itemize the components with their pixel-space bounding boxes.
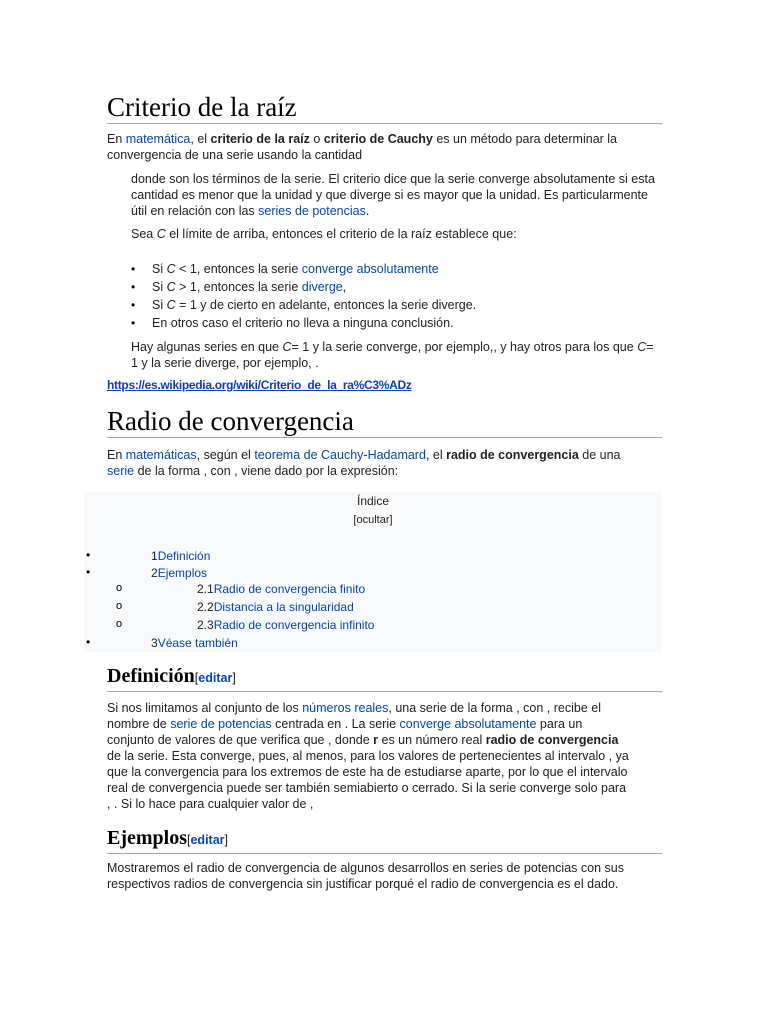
section-title-radio: Radio de convergencia bbox=[107, 406, 662, 438]
list-item: • Si C < 1, entonces la serie converge absolutamente bbox=[107, 260, 662, 278]
toc-toggle bbox=[84, 514, 662, 526]
link-numeros-reales[interactable]: números reales bbox=[302, 701, 389, 715]
link-series-de-potencias[interactable]: series de potencias bbox=[258, 204, 366, 218]
toc-item-vease[interactable]: 3Véase también bbox=[151, 636, 238, 650]
toc-bullet-icon: • bbox=[86, 635, 91, 649]
criterio-bullet-list bbox=[107, 260, 662, 332]
toc-bullet-icon: • bbox=[86, 548, 91, 562]
list-item: • Si C > 1, entonces la serie diverge, bbox=[107, 278, 662, 296]
link-serie-de-potencias[interactable]: serie de potencias bbox=[170, 717, 272, 731]
criterio-hay: Hay algunas series en que C= 1 y la serie converge, por ejemplo,, y hay otros para los que C= 1 y la serie diverge, por ejemplo, . bbox=[131, 340, 654, 370]
edit-link-definicion: [editar] bbox=[194, 671, 236, 685]
toc-item-ejemplos[interactable]: 2Ejemplos bbox=[151, 566, 208, 580]
toc-bullet-icon: • bbox=[86, 565, 91, 579]
link-serie[interactable]: serie bbox=[107, 464, 135, 478]
definicion-paragraph: Si nos limitamos al conjunto de los números reales, una serie de la forma , con , recibe el nombre de serie de potencias centrada en . La serie converge absolutamente para un conjunto de valores de que verifica que , donde r es un número real radio de convergencia de la serie. Esta converge, pues, al menos, para los valores de pertenecientes al intervalo , ya que la convergencia para los extremos de este ha de estudiarse aparte, por lo que el intervalo real de convergencia puede ser también semiabierto o cerrado. Si la serie converge solo para , . Si lo hace para cualquier valor de , bbox=[107, 701, 629, 811]
list-item: • En otros caso el criterio no lleva a ninguna conclusión. bbox=[107, 314, 662, 332]
radio-intro: En matemáticas, según el teorema de Cauchy-Hadamard, el radio de convergencia de una serie de la forma , con , viene dado por la expresión: bbox=[107, 448, 621, 478]
link-converge-absolutamente-2[interactable]: converge absolutamente bbox=[399, 717, 537, 731]
section-title-ejemplos: Ejemplos[editar] bbox=[107, 826, 662, 854]
section-title-definicion: Definición[editar] bbox=[107, 664, 662, 692]
link-matematica[interactable]: matemática bbox=[125, 132, 191, 146]
edit-link-ejemplos: [editar] bbox=[187, 833, 229, 847]
link-converge-absolutamente[interactable]: converge absolutamente bbox=[301, 262, 439, 276]
toc-circle-icon: o bbox=[116, 618, 123, 630]
list-item: • Si C = 1 y de cierto en adelante, entonces la serie diverge. bbox=[107, 296, 662, 314]
toc-item-definicion[interactable]: 1Definición bbox=[151, 549, 211, 563]
toc-circle-icon: o bbox=[116, 582, 123, 594]
toc-item-radio-infinito[interactable]: 2.3Radio de convergencia infinito bbox=[197, 618, 375, 632]
toc-item-radio-finito[interactable]: 2.1Radio de convergencia finito bbox=[197, 582, 366, 596]
source-url-link[interactable]: https://es.wikipedia.org/wiki/Criterio_de_la_ra%C3%ADz bbox=[107, 378, 412, 392]
criterio-intro: En matemática, el criterio de la raíz o criterio de Cauchy es un método para determinar la convergencia de una serie usando la cantidad bbox=[107, 132, 618, 162]
toc-item-distancia[interactable]: 2.2Distancia a la singularidad bbox=[197, 600, 354, 614]
criterio-sea: Sea C el límite de arriba, entonces el criterio de la raíz establece que: bbox=[131, 227, 517, 241]
toc-hide-link[interactable]: [ocultar] bbox=[353, 514, 393, 526]
toc-circle-icon: o bbox=[116, 600, 123, 612]
link-matematicas[interactable]: matemáticas bbox=[125, 448, 197, 462]
link-diverge[interactable]: diverge bbox=[301, 280, 343, 294]
link-teorema-cauchy-hadamard[interactable]: teorema de Cauchy-Hadamard bbox=[254, 448, 426, 462]
criterio-donde: donde son los términos de la serie. El criterio dice que la serie converge absolutamente si esta cantidad es menor que la unidad y que diverge si es mayor que la unidad. Es particularmente útil en relación con las series de potencias. bbox=[131, 172, 655, 218]
ejemplos-paragraph: Mostraremos el radio de convergencia de algunos desarrollos en series de potencias con sus respectivos radios de convergencia sin justificar porqué el radio de convergencia es el dado. bbox=[107, 861, 624, 891]
section-title-criterio: Criterio de la raíz bbox=[107, 92, 662, 124]
toc-title: Índice bbox=[356, 494, 390, 508]
